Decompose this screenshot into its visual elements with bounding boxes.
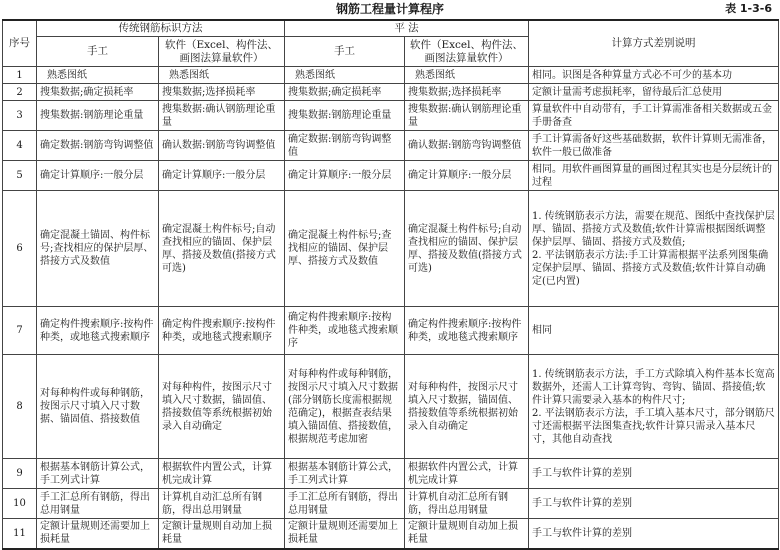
flat-manual-cell: 手工汇总所有钢筋，得出总用钢量	[285, 489, 405, 519]
header-traditional-software: 软件（Excel、构件法、画图法算量软件）	[159, 37, 285, 67]
traditional-software-cell: 确定计算顺序:一般分层	[159, 161, 285, 191]
traditional-software-cell: 计算机自动汇总所有钢筋，得出总用钢量	[159, 489, 285, 519]
explain-cell	[529, 191, 779, 307]
row-no: 1	[3, 67, 37, 84]
explain-text: 2. 平法钢筋表示方法，手工填入基本尺寸，部分钢筋尺寸还需根据平法图集查找;软件计算只需录入基本尺寸，其他自动查找	[532, 407, 775, 445]
header-flat-group: 平 法	[285, 20, 529, 37]
explain-cell	[529, 67, 779, 84]
explain-cell	[529, 519, 779, 549]
traditional-software-cell: 根据软件内置公式，计算机完成计算	[159, 459, 285, 489]
explain-text: 相同。识图是各种算量方式必不可少的基本功	[532, 69, 732, 81]
row-no: 9	[3, 459, 37, 489]
explain-text: 算量软件中自动带有，手工计算需准备相关数据或五金手册备查	[532, 103, 772, 128]
explain-text: 1. 传统钢筋表示方法，手工方式除填入构件基本长宽高数据外，还需人工计算弯钩、弯钩、锚固、搭接值;软件计算只需要录入基本的构件尺寸;	[532, 368, 775, 406]
row-no: 2	[3, 84, 37, 101]
traditional-software-cell: 搜集数据:确认钢筋理论重量	[159, 101, 285, 131]
traditional-manual-cell: 手工汇总所有钢筋，得出总用钢量	[37, 489, 159, 519]
explain-cell	[529, 84, 779, 101]
row-no: 3	[3, 101, 37, 131]
traditional-manual-cell: 对每种构件或每种钢筋，按图示尺寸填入尺寸数据、锚固值、搭接数值	[37, 355, 159, 459]
flat-manual-cell: 搜集数据:钢筋理论重量	[285, 101, 405, 131]
header-explain: 计算方式差别说明	[529, 20, 779, 67]
explain-text: 定额计量需考虑损耗率，留待最后汇总使用	[532, 86, 722, 98]
traditional-software-cell: 对每种构件，按图示尺寸填入尺寸数据，锚固值、搭接数值等系统根据初始录入自动确定	[159, 355, 285, 459]
explain-text: 相同	[532, 325, 552, 336]
traditional-manual-cell: 根据基本钢筋计算公式，手工列式计算	[37, 459, 159, 489]
flat-manual-cell: 定额计量规则还需要加上损耗量	[285, 519, 405, 549]
table-row	[3, 161, 779, 191]
traditional-software-cell: 定额计量规则自动加上损耗量	[159, 519, 285, 549]
flat-software-cell: 根据软件内置公式，计算机完成计算	[405, 459, 529, 489]
traditional-software-cell: 确定构件搜索顺序:按构件种类，或地毯式搜索顺序	[159, 307, 285, 355]
flat-software-cell: 对每种构件，按图示尺寸填入尺寸数据，锚固值、搭接数值等系统根据初始录入自动确定	[405, 355, 529, 459]
flat-software-cell: 定额计量规则自动加上损耗量	[405, 519, 529, 549]
row-no: 10	[3, 489, 37, 519]
explain-cell	[529, 459, 779, 489]
flat-software-cell: 确定混凝土构件标号;自动查找相应的锚固、保护层厚、搭接及数值(搭接方式可选)	[405, 191, 529, 307]
row-no: 5	[3, 161, 37, 191]
explain-cell	[529, 307, 779, 355]
header-flat-manual: 手工	[285, 37, 405, 67]
traditional-software-cell: 确认数据:钢筋弯钩调整值	[159, 131, 285, 161]
flat-software-cell: 熟悉图纸	[405, 67, 529, 84]
table-row	[3, 84, 779, 101]
table-row	[3, 67, 779, 84]
table-row	[3, 131, 779, 161]
traditional-software-cell: 确定混凝土构件标号;自动查找相应的锚固、保护层厚、搭接及数值(搭接方式可选)	[159, 191, 285, 307]
explain-cell	[529, 161, 779, 191]
row-no: 7	[3, 307, 37, 355]
flat-manual-cell: 确定混凝土构件标号;查找相应的锚固、保护层厚、搭接方式及数值	[285, 191, 405, 307]
header-flat-software: 软件（Excel、构件法、画图法算量软件）	[405, 37, 529, 67]
explain-cell	[529, 101, 779, 131]
flat-software-cell: 搜集数据:确认钢筋理论重量	[405, 101, 529, 131]
flat-manual-cell: 确定构件搜索顺序:按构件种类，或地毯式搜索顺序	[285, 307, 405, 355]
traditional-manual-cell: 熟悉图纸	[37, 67, 159, 84]
traditional-software-cell: 熟悉图纸	[159, 67, 285, 84]
table-row	[3, 459, 779, 489]
flat-software-cell: 确认数据:钢筋弯钩调整值	[405, 131, 529, 161]
flat-software-cell: 计算机自动汇总所有钢筋，得出总用钢量	[405, 489, 529, 519]
explain-text: 手工与软件计算的差别	[532, 468, 632, 479]
flat-manual-cell: 熟悉图纸	[285, 67, 405, 84]
traditional-manual-cell: 确定数据:钢筋弯钩调整值	[37, 131, 159, 161]
explain-cell	[529, 131, 779, 161]
header-seq: 序号	[3, 20, 37, 67]
calculation-table	[2, 19, 779, 550]
flat-software-cell: 确定构件搜索顺序:按构件种类，或地毯式搜索顺序	[405, 307, 529, 355]
table-row	[3, 101, 779, 131]
explain-text: 手工与软件计算的差别	[532, 498, 632, 509]
traditional-manual-cell: 确定构件搜索顺序:按构件种类，或地毯式搜索顺序	[37, 307, 159, 355]
header-traditional-manual: 手工	[37, 37, 159, 67]
flat-software-cell: 确定计算顺序:一般分层	[405, 161, 529, 191]
flat-manual-cell: 搜集数据;确定损耗率	[285, 84, 405, 101]
explain-text: 2. 平法钢筋表示方法:手工计算需根据平法系列图集确定保护层厚、锚固、搭接方式及数值;软件计算自动确定(已内置)	[532, 249, 769, 287]
traditional-manual-cell: 搜集数据:钢筋理论重量	[37, 101, 159, 131]
table-row	[3, 489, 779, 519]
flat-manual-cell: 确定计算顺序:一般分层	[285, 161, 405, 191]
explain-text: 1. 传统钢筋表示方法，需要在规范、图纸中查找保护层厚、锚固、搭接方式及数值;软件计算需根据图纸调整保护层厚、锚固、搭接方式及数值;	[532, 210, 775, 248]
row-no: 11	[3, 519, 37, 549]
flat-manual-cell: 确定数据:钢筋弯钩调整值	[285, 131, 405, 161]
traditional-software-cell: 搜集数据;选择损耗率	[159, 84, 285, 101]
explain-text: 手工与软件计算的差别	[532, 527, 632, 539]
traditional-manual-cell: 确定混凝土锚固、构件标号;查找相应的保护层厚、搭接方式及数值	[37, 191, 159, 307]
table-row	[3, 307, 779, 355]
explain-text: 相同。用软件画图算量的画图过程其实也是分层统计的过程	[532, 163, 772, 188]
traditional-manual-cell: 搜集数据;确定损耗率	[37, 84, 159, 101]
flat-manual-cell: 根据基本钢筋计算公式，手工列式计算	[285, 459, 405, 489]
table-row	[3, 519, 779, 549]
traditional-manual-cell: 确定计算顺序:一般分层	[37, 161, 159, 191]
flat-software-cell: 搜集数据;选择损耗率	[405, 84, 529, 101]
flat-manual-cell: 对每种构件或每种钢筋，按图示尺寸填入尺寸数据(部分钢筋长度需根据规范确定)，根据查表结果填入锚固值、搭接数值，根据规范考虑加密	[285, 355, 405, 459]
explain-text: 手工计算需备好这些基础数据，软件计算则无需准备，软件一般已做准备	[532, 133, 772, 158]
table-row	[3, 355, 779, 459]
traditional-manual-cell: 定额计量规则还需要加上损耗量	[37, 519, 159, 549]
row-no: 4	[3, 131, 37, 161]
table-title: 钢筋工程量计算程序	[335, 2, 444, 16]
row-no: 6	[3, 191, 37, 307]
header-traditional-group: 传统钢筋标识方法	[37, 20, 285, 37]
explain-cell	[529, 355, 779, 459]
table-row	[3, 191, 779, 307]
row-no: 8	[3, 355, 37, 459]
table-number: 表 1-3-6	[725, 2, 772, 15]
explain-cell	[529, 489, 779, 519]
